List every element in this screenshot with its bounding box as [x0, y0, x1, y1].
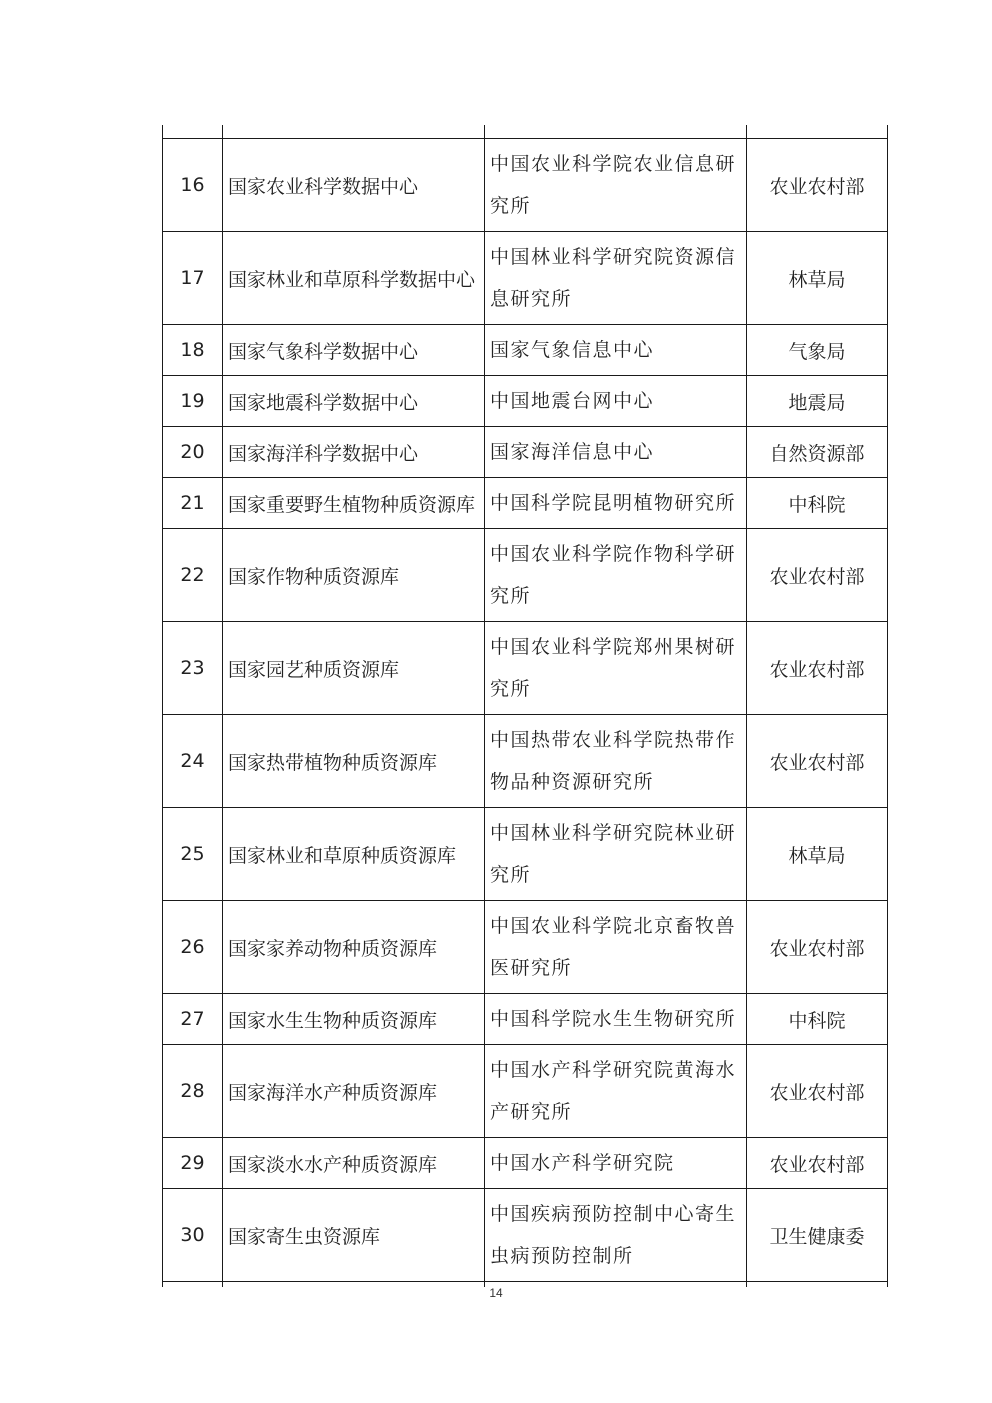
supervising-department: 林草局 — [747, 232, 888, 325]
resource-name: 国家林业和草原种质资源库 — [223, 808, 485, 901]
table-row — [163, 1189, 888, 1282]
supervising-department: 农业农村部 — [747, 622, 888, 715]
supervising-department: 气象局 — [747, 325, 888, 376]
row-number: 21 — [163, 478, 223, 529]
row-number: 26 — [163, 901, 223, 994]
supervising-department: 卫生健康委 — [747, 1189, 888, 1282]
supervising-department: 农业农村部 — [747, 1045, 888, 1138]
resource-name: 国家淡水水产种质资源库 — [223, 1138, 485, 1189]
host-institution: 中国疾病预防控制中心寄生虫病预防控制所 — [485, 1189, 747, 1282]
row-number: 18 — [163, 325, 223, 376]
table-row — [163, 901, 888, 994]
resource-name: 国家农业科学数据中心 — [223, 139, 485, 232]
resource-name: 国家热带植物种质资源库 — [223, 715, 485, 808]
table-row — [163, 715, 888, 808]
resource-name: 国家作物种质资源库 — [223, 529, 485, 622]
table-row — [163, 808, 888, 901]
row-number: 23 — [163, 622, 223, 715]
table-row — [163, 376, 888, 427]
host-institution: 中国水产科学研究院 — [485, 1138, 747, 1189]
supervising-department: 地震局 — [747, 376, 888, 427]
row-number: 17 — [163, 232, 223, 325]
host-institution: 中国水产科学研究院黄海水产研究所 — [485, 1045, 747, 1138]
table-row — [163, 1045, 888, 1138]
host-institution: 中国科学院昆明植物研究所 — [485, 478, 747, 529]
row-number: 19 — [163, 376, 223, 427]
supervising-department: 农业农村部 — [747, 139, 888, 232]
resource-name: 国家地震科学数据中心 — [223, 376, 485, 427]
resource-name: 国家气象科学数据中心 — [223, 325, 485, 376]
table-row — [163, 139, 888, 232]
host-institution: 中国农业科学院北京畜牧兽医研究所 — [485, 901, 747, 994]
supervising-department: 农业农村部 — [747, 901, 888, 994]
table-row — [163, 622, 888, 715]
table-body — [163, 125, 888, 1287]
host-institution: 中国地震台网中心 — [485, 376, 747, 427]
table-row — [163, 529, 888, 622]
host-institution: 中国林业科学研究院资源信息研究所 — [485, 232, 747, 325]
host-institution: 中国农业科学院农业信息研究所 — [485, 139, 747, 232]
row-number: 25 — [163, 808, 223, 901]
host-institution: 国家海洋信息中心 — [485, 427, 747, 478]
row-number: 29 — [163, 1138, 223, 1189]
resource-name: 国家海洋水产种质资源库 — [223, 1045, 485, 1138]
row-number: 24 — [163, 715, 223, 808]
row-number: 28 — [163, 1045, 223, 1138]
resource-name: 国家林业和草原科学数据中心 — [223, 232, 485, 325]
supervising-department: 自然资源部 — [747, 427, 888, 478]
row-number: 30 — [163, 1189, 223, 1282]
supervising-department: 中科院 — [747, 994, 888, 1045]
supervising-department: 农业农村部 — [747, 715, 888, 808]
resource-name: 国家水生生物种质资源库 — [223, 994, 485, 1045]
supervising-department: 农业农村部 — [747, 529, 888, 622]
resource-name: 国家海洋科学数据中心 — [223, 427, 485, 478]
table-row — [163, 994, 888, 1045]
host-institution: 中国农业科学院郑州果树研究所 — [485, 622, 747, 715]
table-continuation-row — [163, 125, 888, 139]
resource-name: 国家重要野生植物种质资源库 — [223, 478, 485, 529]
resource-name: 国家寄生虫资源库 — [223, 1189, 485, 1282]
resource-name: 国家家养动物种质资源库 — [223, 901, 485, 994]
row-number: 22 — [163, 529, 223, 622]
row-number: 27 — [163, 994, 223, 1045]
table-row — [163, 478, 888, 529]
row-number: 16 — [163, 139, 223, 232]
table-row — [163, 232, 888, 325]
supervising-department: 中科院 — [747, 478, 888, 529]
host-institution: 中国热带农业科学院热带作物品种资源研究所 — [485, 715, 747, 808]
table-row — [163, 427, 888, 478]
table-row — [163, 1138, 888, 1189]
resource-name: 国家园艺种质资源库 — [223, 622, 485, 715]
page-number: 14 — [489, 1286, 503, 1300]
host-institution: 中国科学院水生生物研究所 — [485, 994, 747, 1045]
host-institution: 国家气象信息中心 — [485, 325, 747, 376]
resource-table — [162, 125, 888, 1287]
row-number: 20 — [163, 427, 223, 478]
supervising-department: 林草局 — [747, 808, 888, 901]
host-institution: 中国农业科学院作物科学研究所 — [485, 529, 747, 622]
table-row — [163, 325, 888, 376]
host-institution: 中国林业科学研究院林业研究所 — [485, 808, 747, 901]
supervising-department: 农业农村部 — [747, 1138, 888, 1189]
